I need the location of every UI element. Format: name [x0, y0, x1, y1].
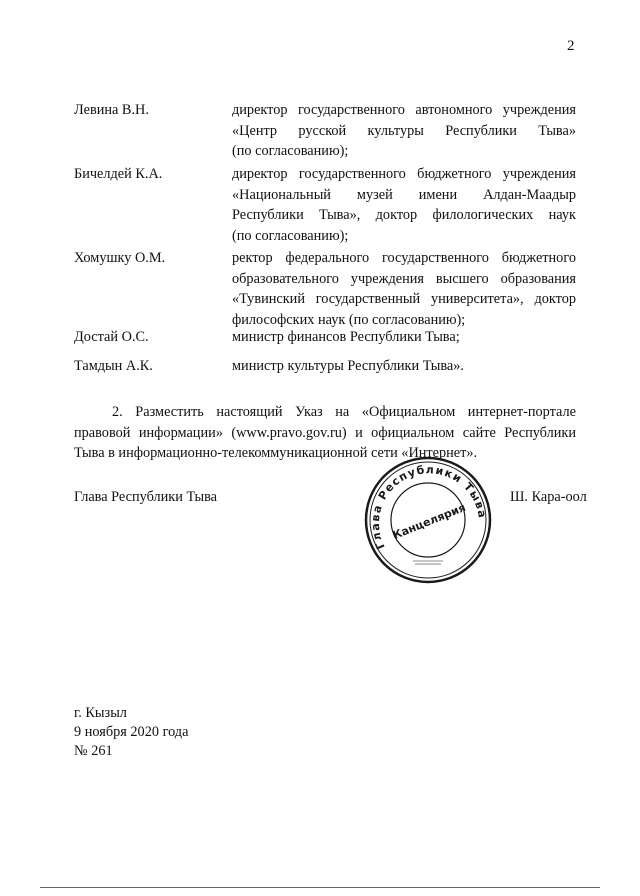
paragraph-2 — [74, 402, 576, 464]
signatory-title: Глава Республики Тыва — [74, 489, 217, 505]
member-name: Достай О.С. — [74, 329, 149, 345]
member-description — [232, 327, 576, 348]
stamp-ring-text: Глава Республики Тыва — [368, 463, 489, 552]
description-line: «Тувинский государственный университета», доктор — [232, 291, 576, 307]
stamp-center-text: Канцелярия — [390, 500, 468, 542]
description-line: «Национальный музей имени Алдан-Маадыр — [232, 186, 576, 203]
member-description — [232, 164, 576, 246]
description-line: Республики Тыва», доктор филологических наук — [232, 207, 576, 223]
member-name: Бичелдей К.А. — [74, 166, 163, 182]
issue-details — [74, 704, 188, 761]
office-stamp — [363, 455, 493, 585]
member-description — [232, 100, 576, 162]
description-line: образовательного учреждения высшего образования — [232, 270, 576, 287]
description-line: (по согласованию); — [232, 227, 349, 244]
issue-date: 9 ноября 2020 года — [74, 724, 189, 740]
description-line: министр финансов Республики Тыва; — [232, 329, 460, 345]
description-line: «Центр русской культуры Республики Тыва» — [232, 122, 576, 139]
description-line: философских наук (по согласованию); — [232, 311, 466, 328]
member-description — [232, 356, 576, 377]
description-line: директор государственного бюджетного учреждения — [232, 166, 576, 182]
description-line: (по согласованию); — [232, 143, 349, 159]
member-name: Хомушку О.М. — [74, 250, 166, 266]
page-number: 2 — [567, 38, 575, 54]
paragraph-line: 2. Разместить настоящий Указ на «Официальном интернет-портале — [112, 404, 576, 420]
issue-number: № 261 — [74, 743, 113, 759]
bottom-rule — [40, 887, 600, 888]
paragraph-line: правовой информации» (www.pravo.gov.ru) и официальном сайте Республики — [74, 424, 576, 441]
description-line: директор государственного автономного учреждения — [232, 102, 576, 118]
paragraph-line: Тыва в информационно-телекоммуникационной сети «Интернет». — [74, 445, 478, 461]
issue-city: г. Кызыл — [74, 705, 127, 721]
member-description — [232, 248, 576, 330]
member-name: Тамдын А.К. — [74, 358, 153, 374]
description-line: министр культуры Республики Тыва». — [232, 358, 464, 374]
signatory-name: Ш. Кара-оол — [510, 489, 587, 505]
member-name: Левина В.Н. — [74, 102, 149, 118]
description-line: ректор федерального государственного бюджетного — [232, 250, 576, 266]
